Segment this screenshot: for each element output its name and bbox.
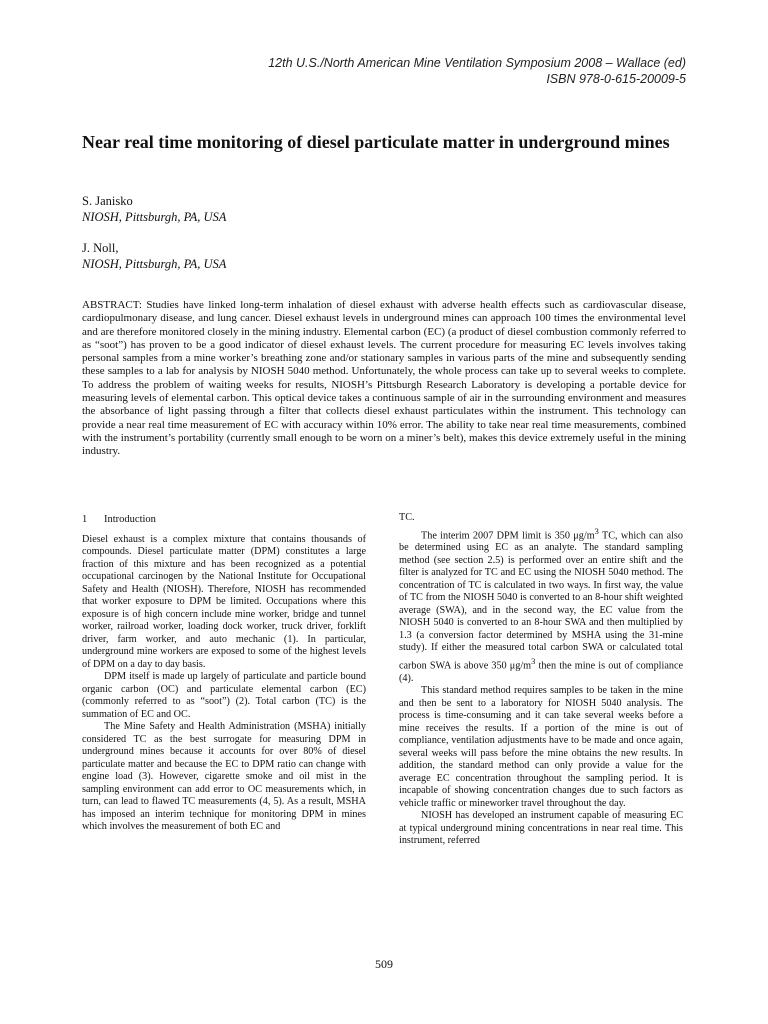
paragraph	[399, 525, 683, 686]
right-column	[399, 512, 683, 848]
superscript: 3	[594, 525, 599, 536]
paragraph: DPM itself is made up largely of particulate and particle bound organic carbon (OC) and particulate elemental carbon (EC) (commonly referred to as “soot”) (2). Total carbon (TC) is the summation of EC and OC.	[82, 671, 366, 720]
text-run: then the mine is out of compliance (4).	[399, 660, 683, 684]
text-run: The interim 2007 DPM limit is 350 μg/m	[421, 529, 595, 541]
author-affiliation: NIOSH, Pittsburgh, PA, USA	[82, 210, 227, 224]
text-run: TC, which can also be determined using EC as an analyte. The standard sampling method (see section 2.5) is performed over an entire shift and the filter is analyzed for TC and EC using the NIOSH 5040 method. The concentration of TC is calculated in two ways. In first way, the value of TC from the NIOSH 5040 is converted to an 8-hour shift weighted average (SWA), and in the second way, the EC value from the NIOSH 5040 is converted to an 8-hour SWA and then multiplied by 1.3 (a conversion factor determined by MSHA using the 31-mine study). If either the measured total carbon SWA or calculated total carbon SWA is above 350 μg/m	[399, 529, 683, 672]
section-number: 1	[82, 514, 88, 525]
left-column	[82, 512, 366, 834]
author-name: J. Noll,	[82, 241, 119, 255]
running-header-conference: 12th U.S./North American Mine Ventilation Symposium 2008 – Wallace (ed)	[268, 56, 686, 70]
section-heading	[82, 514, 366, 527]
paragraph-continuation: TC.	[399, 512, 415, 523]
author-affiliation: NIOSH, Pittsburgh, PA, USA	[82, 257, 227, 271]
section-title: Introduction	[104, 514, 156, 525]
paragraph: NIOSH has developed an instrument capable of measuring EC at typical underground mining concentrations in near real time. This instrument, referred	[399, 810, 683, 847]
paragraph: Diesel exhaust is a complex mixture that contains thousands of compounds. Diesel particulate matter (DPM) constitutes a large fraction of this mixture and has been recognized as a potential occupational carcinogen by the National Institute for Occupational Safety and Health (NIOSH). Therefore, NIOSH has recommended that worker exposure to DPM be limited. Occupations where this exposure is of high concern include mine worker, bridge and tunnel worker, railroad worker, loading dock worker, truck driver, forklift driver, farm worker, and auto mechanic (1). In particular, underground mine workers are exposed to some of the highest levels of DPM on a day to day basis.	[82, 533, 366, 670]
superscript: 3	[531, 655, 536, 666]
running-header-isbn: ISBN 978-0-615-20009-5	[546, 72, 686, 86]
paragraph: This standard method requires samples to be taken in the mine and then be sent to a laboratory for NIOSH 5040 analysis. The process is time-consuming and it can take several weeks before a mine receives the results. If a portion of the mine is out of compliance, ventilation adjustments have to be made and once again, several weeks will pass before the mine obtains the new results. In addition, the standard method can only provide a value for the average EC concentration throughout the sampling period. It is incapable of showing concentration changes due to such factors as vehicle traffic or mineworker travel throughout the day.	[399, 685, 683, 809]
abstract: ABSTRACT: Studies have linked long-term inhalation of diesel exhaust with adverse health effects such as cardiovascular disease, cardiopulmonary disease, and lung cancer. Diesel exhaust levels in underground mines can approach 100 times the environmental level and are therefore monitored closely in the mining industry. Elemental carbon (EC) (a product of diesel combustion commonly referred to as “soot”) has proven to be a good indicator of diesel exhaust levels. The current procedure for measuring EC levels involves taking personal samples from a mine worker’s breathing zone and/or stationary samples in various parts of the mine and subsequently sending these samples to a lab for analysis by NIOSH 5040 method. Unfortunately, the whole process can take up to several weeks to complete. To address the problem of waiting weeks for results, NIOSH’s Pittsburgh Research Laboratory is developing a portable device for measuring levels of elemental carbon. This optical device takes a continuous sample of air in the surrounding environment and measures the absorbance of light passing through a filter that collects diesel exhaust particulates within the instrument. This technology can provide a near real time measurement of EC with accuracy within 10% error. The ability to take near real time measurements, combined with the instrument’s portability (currently small enough to be worn on a miner’s belt), makes this device extremely useful in the mining industry.	[82, 299, 686, 458]
paper-title: Near real time monitoring of diesel particulate matter in underground mines	[82, 132, 670, 152]
author-name: S. Janisko	[82, 194, 133, 208]
paragraph: The Mine Safety and Health Administration (MSHA) initially considered TC as the best surrogate for measuring DPM in underground mines because it accounts for over 80% of diesel particulate matter and because the EC to DPM ratio can change with engine load (3). However, cigarette smoke and oil mist in the sampling environment can add error to OC measurements which, in turn, can lead to flawed TC measurements (4, 5). As a result, MSHA has imposed an interim technique for monitoring DPM in mines which involves the measurement of both EC and	[82, 721, 366, 832]
page-number: 509	[375, 957, 393, 971]
